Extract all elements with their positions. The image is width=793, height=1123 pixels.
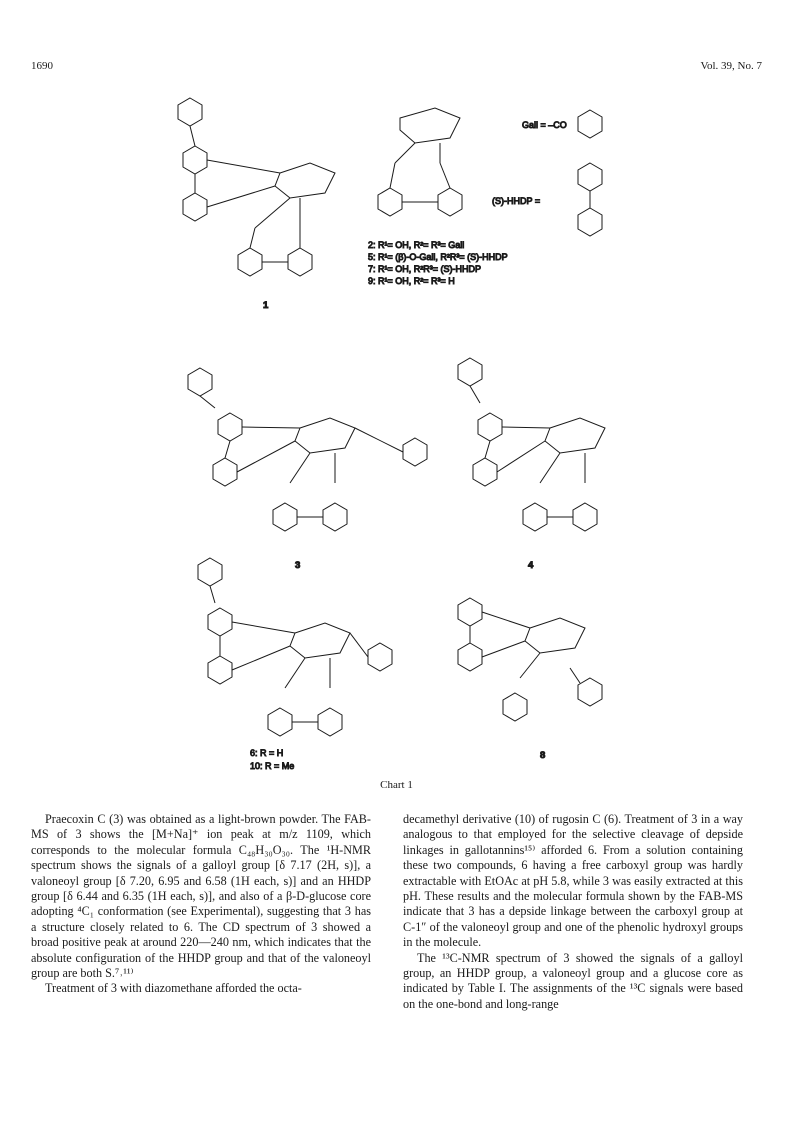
paragraph: decamethyl derivative (10) of rugosin C (6). Treatment of 3 in a way analogous to that employed for the selective cleavage of depside linkages in gallotannins¹⁵⁾ afforded 6. From a solution containing these two compounds, 6 having a free carboxyl group was hardly extractable with EtOAc at pH 5.8, while 3 was easily extracted at this pH. These results and the molecular formula shown by the FAB-MS indicate that 3 has a depside linkage between the carboxyl group at C-1″ of the valoneoyl group and one of the phenolic hydroxyl groups in the molecule. xyxy=(403,812,743,950)
hhdp-definition: (S)-HHDP = xyxy=(492,196,541,206)
compound-label-8: 8 xyxy=(540,750,546,761)
compound-def-5: 5: R¹= (β)-O-Gall, R²R³= (S)-HHDP xyxy=(368,252,508,262)
gall-and-hhdp-groups xyxy=(578,110,602,236)
compound-label-1: 1 xyxy=(263,300,269,311)
structure-1 xyxy=(178,98,335,276)
paragraph: Praecoxin C (3) was obtained as a light-brown powder. The FAB-MS of 3 shows the [M+Na]⁺ ion peak at m/z 1109, which corresponds to the molecular formula C₄₈H₃₀O₃₀. The ¹H-NMR spectrum shows the signals of a galloyl group [δ 7.17 (2H, s)], a valoneoyl group [δ 7.20, 6.95 and 6.58 (1H each, s)] and an HHDP group [δ 6.44 and 6.35 (1H each, s)], and also of a β-D-glucose core adopting ⁴C₁ conformation (see Experimental), suggesting that 3 has a structure closely related to 6. The CD spectrum of 3 showed a broad positive peak at around 220—240 nm, which indicates that the absolute configuration of the HHDP group and that of the valoneoyl group are both S.⁷˒¹¹⁾ xyxy=(31,812,371,981)
compound-label-10: 10: R = Me xyxy=(250,761,295,771)
structure-8 xyxy=(458,598,602,721)
chart-caption: Chart 1 xyxy=(380,779,413,791)
compound-label-6: 6: R = H xyxy=(250,748,284,758)
compound-def-9: 9: R¹= OH, R²= R³= H xyxy=(368,276,455,286)
compound-label-4: 4 xyxy=(528,560,534,571)
structure-4 xyxy=(458,358,605,531)
paragraph: The ¹³C-NMR spectrum of 3 showed the signals of a galloyl group, an HHDP group, a valoneoyl group and a glucose core as indicated by Table I. The assignments of the ¹³C signals were based on the one-bond and long-range xyxy=(403,950,743,1011)
chemical-structures-chart xyxy=(150,78,710,780)
compound-def-2: 2: R¹= OH, R²= R³= Gall xyxy=(368,240,465,250)
gall-definition: Gall = –CO xyxy=(522,120,567,130)
compound-label-3: 3 xyxy=(295,560,301,571)
journal-volume: Vol. 39, No. 7 xyxy=(700,60,762,72)
structure-2-5-7-9 xyxy=(378,108,462,216)
body-column-right xyxy=(403,812,743,1012)
paragraph: Treatment of 3 with diazomethane afforded the octa- xyxy=(45,981,302,996)
structure-6-10 xyxy=(198,558,392,736)
body-column-left xyxy=(31,812,371,997)
compound-def-7: 7: R¹= OH, R²R³= (S)-HHDP xyxy=(368,264,482,274)
structure-3 xyxy=(188,368,427,531)
page-number: 1690 xyxy=(31,60,53,72)
